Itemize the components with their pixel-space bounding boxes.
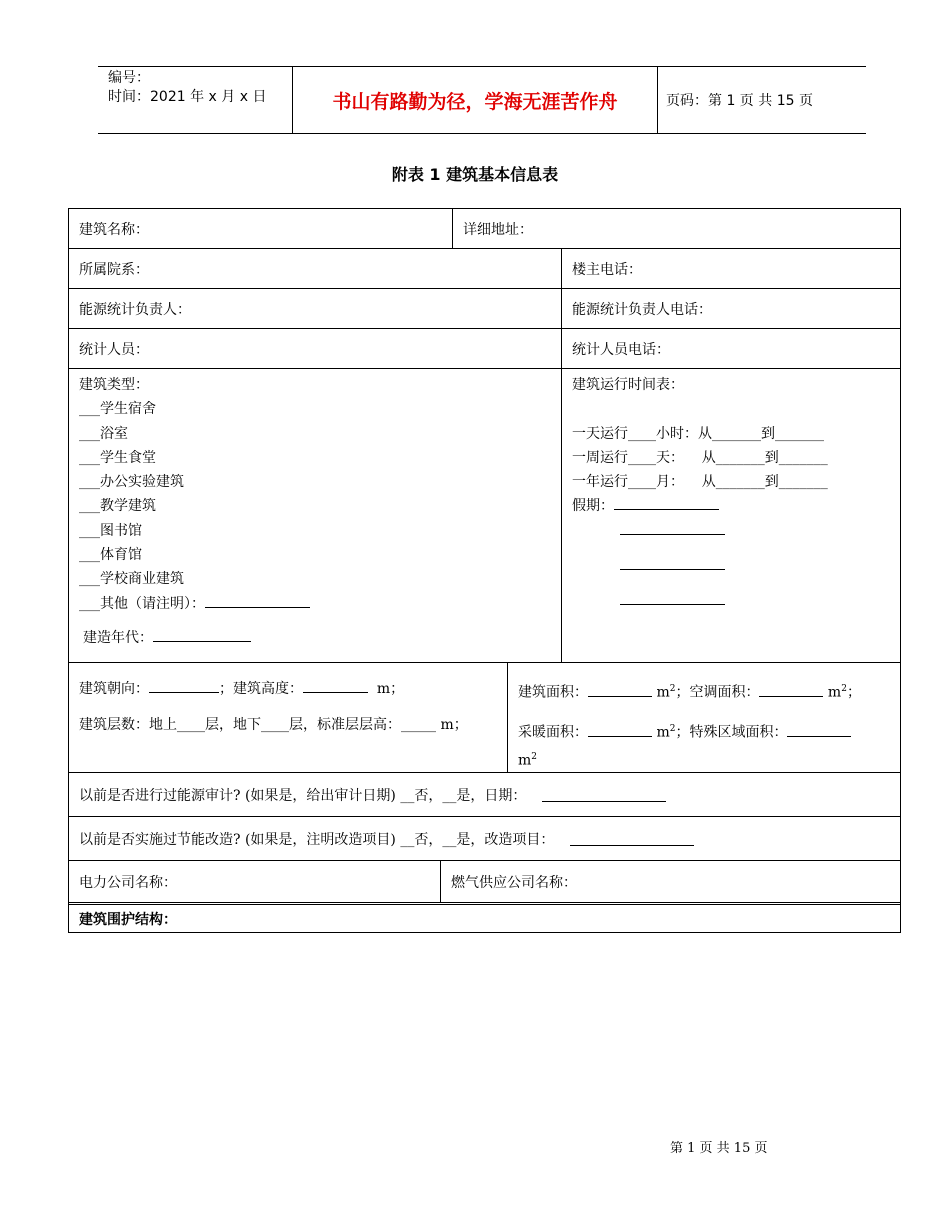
type-option-other[interactable]: ___其他（请注明）： xyxy=(79,592,551,616)
row-envelope xyxy=(69,905,900,932)
heating-special-field[interactable]: 采暖面积： $m^2$；特殊区域面积： xyxy=(518,717,890,745)
area-section: 建筑面积： $m^2$；空调面积： $m^2$； 采暖面积： $m^2$；特殊区域面积： $m^2$ xyxy=(507,663,900,772)
floors-field[interactable]: 建筑层数：地上____层，地下____层，标准层层高：_____ m； xyxy=(79,717,468,734)
type-option[interactable]: ___学生食堂 xyxy=(79,449,156,466)
holiday-blank[interactable] xyxy=(620,590,725,605)
building-name-field[interactable]: 建筑名称： xyxy=(79,221,149,238)
retrofit-field[interactable]: 以前是否实施过节能改造? (如果是，注明改造项目) __否，__是，改造项目： xyxy=(69,817,900,860)
holiday-blank[interactable] xyxy=(620,520,725,535)
row-utility-companies xyxy=(69,861,900,905)
building-type-label: 建筑类型： xyxy=(79,377,149,393)
header-meta xyxy=(98,67,293,133)
type-option[interactable]: ___办公实验建筑 xyxy=(79,474,184,491)
row-dimensions xyxy=(69,663,900,773)
holiday-blank[interactable] xyxy=(620,555,725,570)
orientation-height-field[interactable]: 建筑朝向： ；建筑高度： m； xyxy=(79,677,497,701)
height-blank[interactable] xyxy=(303,678,368,693)
department-field[interactable]: 所属院系： xyxy=(79,261,149,278)
page-header xyxy=(98,66,866,134)
type-option[interactable]: ___体育馆 xyxy=(79,547,142,564)
address-field[interactable]: 详细地址： xyxy=(452,209,900,248)
schedule-section xyxy=(561,369,900,662)
other-blank[interactable] xyxy=(205,593,310,608)
row-audit xyxy=(69,773,900,817)
week-run-field[interactable]: 一周运行____天： 从_______到_______ xyxy=(572,449,828,466)
header-motto: 书山有路勤为径，学海无涯苦作舟 xyxy=(293,67,658,133)
page-title: 附表 1 建筑基本信息表 xyxy=(391,165,559,184)
power-company-field[interactable]: 电力公司名称： xyxy=(79,874,177,891)
row-retrofit xyxy=(69,817,900,861)
type-option[interactable]: ___学生宿舍 xyxy=(79,401,156,418)
type-option[interactable]: ___图书馆 xyxy=(79,522,142,539)
area-field[interactable]: 建筑面积： $m^2$；空调面积： $m^2$； xyxy=(518,677,890,705)
statistician-phone-field[interactable]: 统计人员电话： xyxy=(561,329,900,368)
day-run-field[interactable]: 一天运行____小时：从_______到_______ xyxy=(572,425,824,442)
energy-manager-phone-field[interactable]: 能源统计负责人电话： xyxy=(561,289,900,328)
row-name-address xyxy=(69,209,900,249)
building-info-form xyxy=(68,208,901,933)
type-option[interactable]: ___浴室 xyxy=(79,425,128,442)
serial-label: 编号： xyxy=(108,70,150,86)
audit-field[interactable]: 以前是否进行过能源审计? (如果是，给出审计日期) __否，__是，日期： xyxy=(69,773,900,816)
building-type-section xyxy=(69,369,561,662)
row-type-schedule xyxy=(69,369,900,663)
statistician-field[interactable]: 统计人员： xyxy=(79,341,149,358)
type-option[interactable]: ___教学建筑 xyxy=(79,498,156,515)
row-statistician xyxy=(69,329,900,369)
holiday-blank[interactable] xyxy=(614,495,719,510)
envelope-label: 建筑围护结构： xyxy=(79,911,177,928)
special-area-blank[interactable] xyxy=(787,722,851,737)
row-department xyxy=(69,249,900,289)
retrofit-blank[interactable] xyxy=(570,831,694,846)
heating-area-blank[interactable] xyxy=(588,722,652,737)
page-footer: 第 1 页 共 15 页 xyxy=(670,1141,768,1156)
header-page-label: 页码：第 1 页 共 15 页 xyxy=(666,93,813,109)
holiday-field[interactable]: 假期： xyxy=(572,494,890,518)
schedule-label: 建筑运行时间表： xyxy=(572,377,684,393)
type-option[interactable]: ___学校商业建筑 xyxy=(79,571,184,588)
audit-date-blank[interactable] xyxy=(542,787,666,802)
year-run-field[interactable]: 一年运行____月： 从_______到_______ xyxy=(572,474,828,491)
ac-area-blank[interactable] xyxy=(759,682,823,697)
owner-phone-field[interactable]: 楼主电话： xyxy=(561,249,900,288)
orientation-height-section xyxy=(69,663,507,772)
time-label: 时间：2021 年 x 月 x 日 xyxy=(108,89,267,105)
build-year-blank[interactable] xyxy=(153,627,251,642)
orientation-blank[interactable] xyxy=(149,678,219,693)
floor-area-blank[interactable] xyxy=(588,682,652,697)
gas-company-field[interactable]: 燃气供应公司名称： xyxy=(440,861,900,902)
build-year-field[interactable]: 建造年代： xyxy=(79,626,551,650)
row-energy-manager xyxy=(69,289,900,329)
energy-manager-field[interactable]: 能源统计负责人： xyxy=(79,301,191,318)
